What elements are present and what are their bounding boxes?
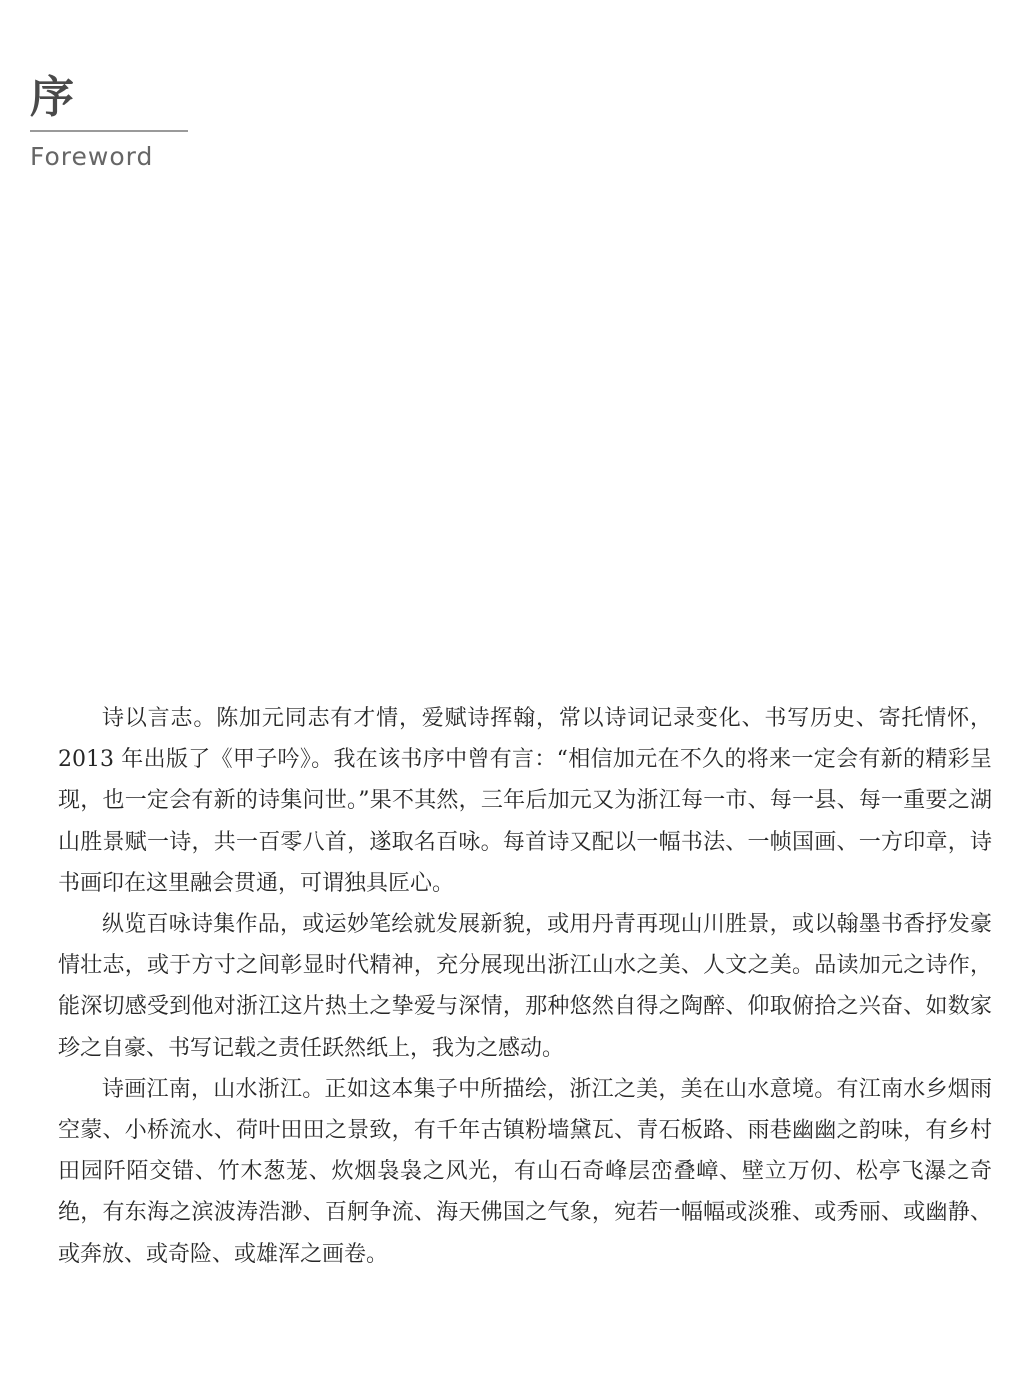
page-subtitle: Foreword <box>30 142 154 171</box>
title-divider <box>30 130 188 132</box>
paragraph-2: 纵览百咏诗集作品，或运妙笔绘就发展新貌，或用丹青再现山川胜景，或以翰墨书香抒发豪情壮志，或于方寸之间彰显时代精神，充分展现出浙江山水之美、人文之美。品读加元之诗作，能深切感受到他对浙江这片热土之挚爱与深情，那种悠然自得之陶醉、仰取俯拾之兴奋、如数家珍之自豪、书写记载之责任跃然纸上，我为之感动。 <box>58 912 992 1061</box>
paragraph-1: 诗以言志。陈加元同志有才情，爱赋诗挥翰，常以诗词记录变化、书写历史、寄托情怀，2013 年出版了《甲子吟》。我在该书序中曾有言：“相信加元在不久的将来一定会有新的精彩呈现，也一定会有新的诗集问世。”果不其然，三年后加元又为浙江每一市、每一县、每一重要之湖山胜景赋一诗，共一百零八首，遂取名百咏。每首诗又配以一幅书法、一帧国画、一方印章，诗书画印在这里融会贯通，可谓独具匠心。 <box>58 706 992 896</box>
foreword-body <box>58 698 992 1275</box>
page-header <box>30 72 200 171</box>
paragraph-3: 诗画江南，山水浙江。正如这本集子中所描绘，浙江之美，美在山水意境。有江南水乡烟雨空蒙、小桥流水、荷叶田田之景致，有千年古镇粉墙黛瓦、青石板路、雨巷幽幽之韵味，有乡村田园阡陌交错、竹木葱茏、炊烟袅袅之风光，有山石奇峰层峦叠嶂、壁立万仞、松亭飞瀑之奇绝，有东海之滨波涛浩渺、百舸争流、海天佛国之气象，宛若一幅幅或淡雅、或秀丽、或幽静、或奔放、或奇险、或雄浑之画卷。 <box>58 1076 992 1267</box>
page-title: 序 <box>30 72 76 123</box>
